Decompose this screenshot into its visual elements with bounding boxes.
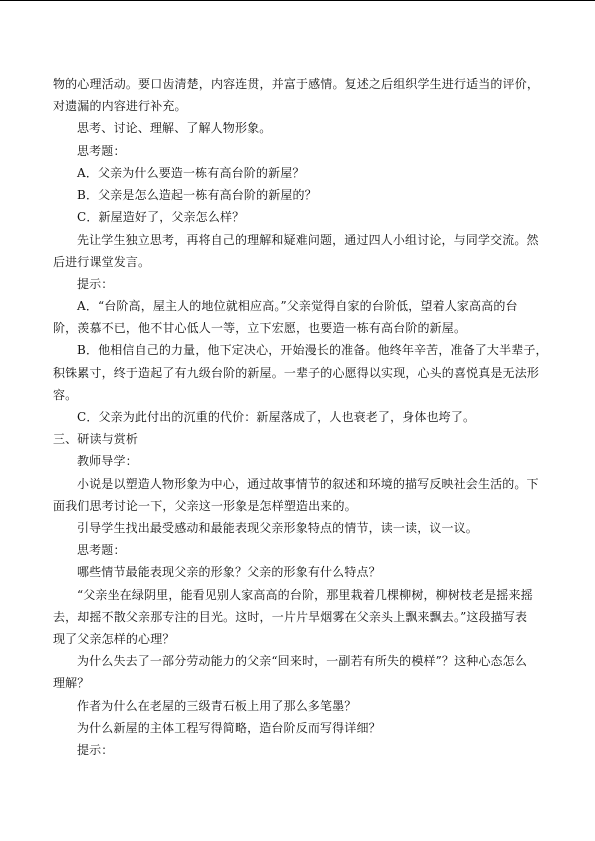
paragraph-line: C．父亲为此付出的沉重的代价：新屋落成了，人也衰老了，身体也垮了。 — [77, 410, 476, 424]
question-item: A．父亲为什么要造一栋有高台阶的新屋？ — [77, 166, 305, 180]
paragraph-line: 为什么新屋的主体工程写得简略，造台阶反而写得详细？ — [77, 721, 381, 735]
paragraph-line: 教师导学： — [77, 454, 138, 468]
paragraph-line: A．“台阶高，屋主人的地位就相应高。”父亲觉得自家的台阶低，望着人家高高的台 — [77, 299, 518, 313]
paragraph-line: 先让学生独立思考，再将自己的理解和疑难问题，通过四人小组讨论，与同学交流。然 — [77, 233, 539, 247]
paragraph-line: 思考、讨论、理解、了解人物形象。 — [77, 121, 272, 135]
paragraph-line: “父亲坐在绿阴里，能看见别人家高高的台阶，那里栽着几棵柳树，柳树枝老是摇来摇 — [77, 588, 533, 602]
paragraph-line: 阶，羡慕不已，他不甘心低人一等，立下宏愿，也要造一栋有高台阶的新屋。 — [53, 321, 467, 335]
paragraph-line: 提示： — [77, 743, 114, 757]
paragraph-line: 对遗漏的内容进行补充。 — [53, 99, 187, 113]
section-heading: 三、研读与赏析 — [53, 432, 139, 446]
paragraph-line: 现了父亲怎样的心理？ — [53, 632, 175, 646]
paragraph-line: B．他相信自己的力量，他下定决心，开始漫长的准备。他终年辛苦，准备了大半辈子， — [77, 343, 548, 357]
paragraph-line: 思考题： — [77, 144, 126, 158]
paragraph-line: 小说是以塑造人物形象为中心，通过故事情节的叙述和环境的描写反映社会生活的。下 — [77, 477, 539, 491]
paragraph-line: 作者为什么在老屋的三级青石板上用了那么多笔墨？ — [77, 699, 357, 713]
question-item: B．父亲是怎么造起一栋有高台阶的新屋的？ — [77, 188, 317, 202]
question-item: C．新屋造好了，父亲怎么样？ — [77, 210, 245, 224]
paragraph-line: 容。 — [53, 388, 78, 402]
paragraph-line: 引导学生找出最受感动和最能表现父亲形象特点的情节，读一读，议一议。 — [77, 521, 478, 535]
paragraph-line: 理解？ — [53, 676, 90, 690]
paragraph-line: 积铢累寸，终于造起了有九级台阶的新屋。一辈子的心愿得以实现，心头的喜悦真是无法形 — [53, 366, 540, 380]
paragraph-line: 思考题： — [77, 543, 126, 557]
paragraph-line: 哪些情节最能表现父亲的形象？父亲的形象有什么特点？ — [77, 565, 381, 579]
paragraph-line: 面我们思考讨论一下，父亲这一形象是怎样塑造出来的。 — [53, 499, 357, 513]
paragraph-line: 去，却摇不散父亲那专注的目光。这时，一片片旱烟雾在父亲头上飘来飘去。”这段描写表 — [53, 610, 528, 624]
paragraph-line: 物的心理活动。要口齿清楚，内容连贯，并富于感情。复述之后组织学生进行适当的评价， — [53, 77, 540, 91]
paragraph-line: 提示： — [77, 277, 114, 291]
paragraph-line: 后进行课堂发言。 — [53, 255, 151, 269]
paragraph-line: 为什么失去了一部分劳动能力的父亲“回来时，一副若有所失的模样”？这种心态怎么 — [77, 654, 527, 668]
